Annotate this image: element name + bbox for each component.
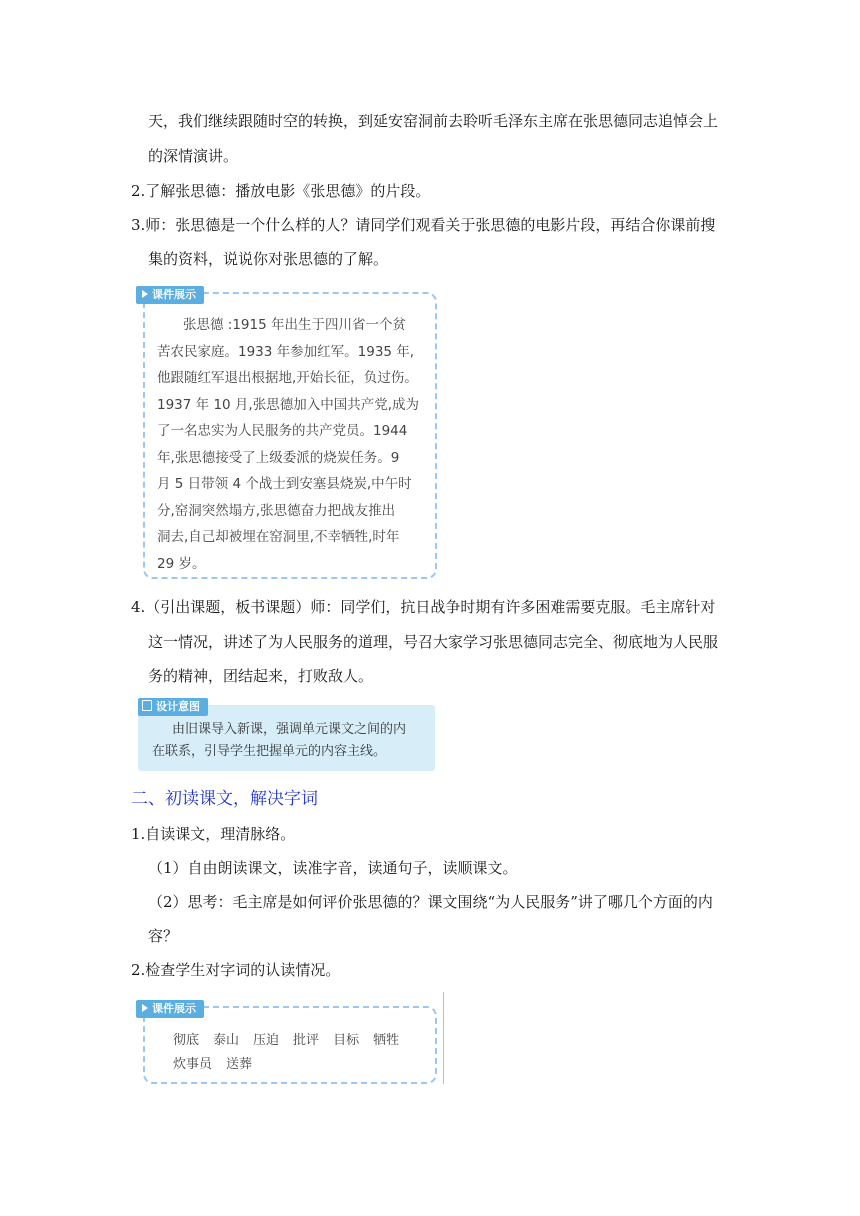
vocab-word: 批评 [293,1033,320,1048]
courseware-line: 张思德 :1915 年出生于四川省一个贫 [183,317,406,333]
play-icon [142,290,148,298]
courseware-line: 他跟随红军退出根据地,开始长征，负过伤。 [157,370,418,386]
sub-item-2: （2）思考：毛主席是如何评价张思德的？课文围绕“为人民服务”讲了哪几个方面的内 [148,893,713,911]
list-item-4-cont: 这一情况，讲述了为人民服务的道理，号召大家学习张思德同志完全、彻底地为人民服 [148,633,719,651]
courseware-tag-label: 课件展示 [152,288,196,301]
vocab-word: 牺牲 [373,1033,400,1048]
courseware-line: 月 5 日带领 4 个战士到安塞县烧炭,中午时 [157,476,412,492]
list-item-4: 4.（引出课题，板书课题）师：同学们，抗日战争时期有许多困难需要克服。毛主席针对 [131,598,716,616]
vocab-word: 泰山 [213,1033,240,1048]
courseware-line: 苦农民家庭。1933 年参加红军。1935 年, [157,343,415,360]
vocab-word: 目标 [333,1033,360,1048]
courseware-tag-label: 课件展示 [152,1002,196,1015]
list-item-2: 2.了解张思德：播放电影《张思德》的片段。 [131,182,431,200]
paragraph-line: 的深情演讲。 [148,147,239,165]
divider [443,992,444,1084]
vocab-word: 彻底 [173,1033,200,1048]
courseware-line: 了一名忠实为人民服务的共产党员。1944 [157,423,408,439]
sub-item-2-cont: 容？ [148,927,179,945]
vocab-row [173,1053,266,1072]
vocab-word: 压迫 [253,1033,280,1048]
section-heading: 二、初读课文，解决字词 [131,789,318,809]
design-intent-line: 在联系，引导学生把握单元的内容主线。 [152,744,387,759]
design-intent-tag-label: 设计意图 [156,700,200,713]
clipboard-icon [142,700,152,711]
sub-item-1: （1）自由朗读课文，读准字音，读通句子，读顺课文。 [148,859,518,877]
design-intent-tag [138,698,208,716]
vocab-word: 炊事员 [173,1057,213,1072]
courseware-tag [136,1000,204,1018]
design-intent-text [152,719,424,763]
list-item-4-cont: 务的精神，团结起来，打败敌人。 [148,667,374,685]
list-item-2: 2.检查学生对字词的认读情况。 [131,961,341,979]
courseware-line: 1937 年 10 月,张思德加入中国共产党,成为 [157,396,419,413]
courseware-line: 分,窑洞突然塌方,张思德奋力把战友推出 [157,502,396,519]
vocab-row [173,1029,413,1048]
vocab-word: 送葬 [226,1057,253,1072]
courseware-tag [136,286,204,304]
courseware-text [157,312,427,577]
list-item-3-cont: 集的资料，说说你对张思德的了解。 [148,250,389,268]
courseware-line: 29 岁。 [157,555,206,572]
courseware-line: 年,张思德接受了上级委派的烧炭任务。9 [157,449,400,466]
list-item-3: 3.师：张思德是一个什么样的人？请同学们观看关于张思德的电影片段，再结合你课前搜 [131,216,716,234]
paragraph-line: 天，我们继续跟随时空的转换，到延安窑洞前去聆听毛泽东主席在张思德同志追悼会上 [148,112,719,130]
design-intent-line: 由旧课导入新课，强调单元课文之间的内 [172,722,407,737]
list-item-1: 1.自读课文，理清脉络。 [131,825,296,843]
courseware-line: 洞去,自己却被埋在窑洞里,不幸牺牲,时年 [157,529,400,545]
play-icon [142,1004,148,1012]
